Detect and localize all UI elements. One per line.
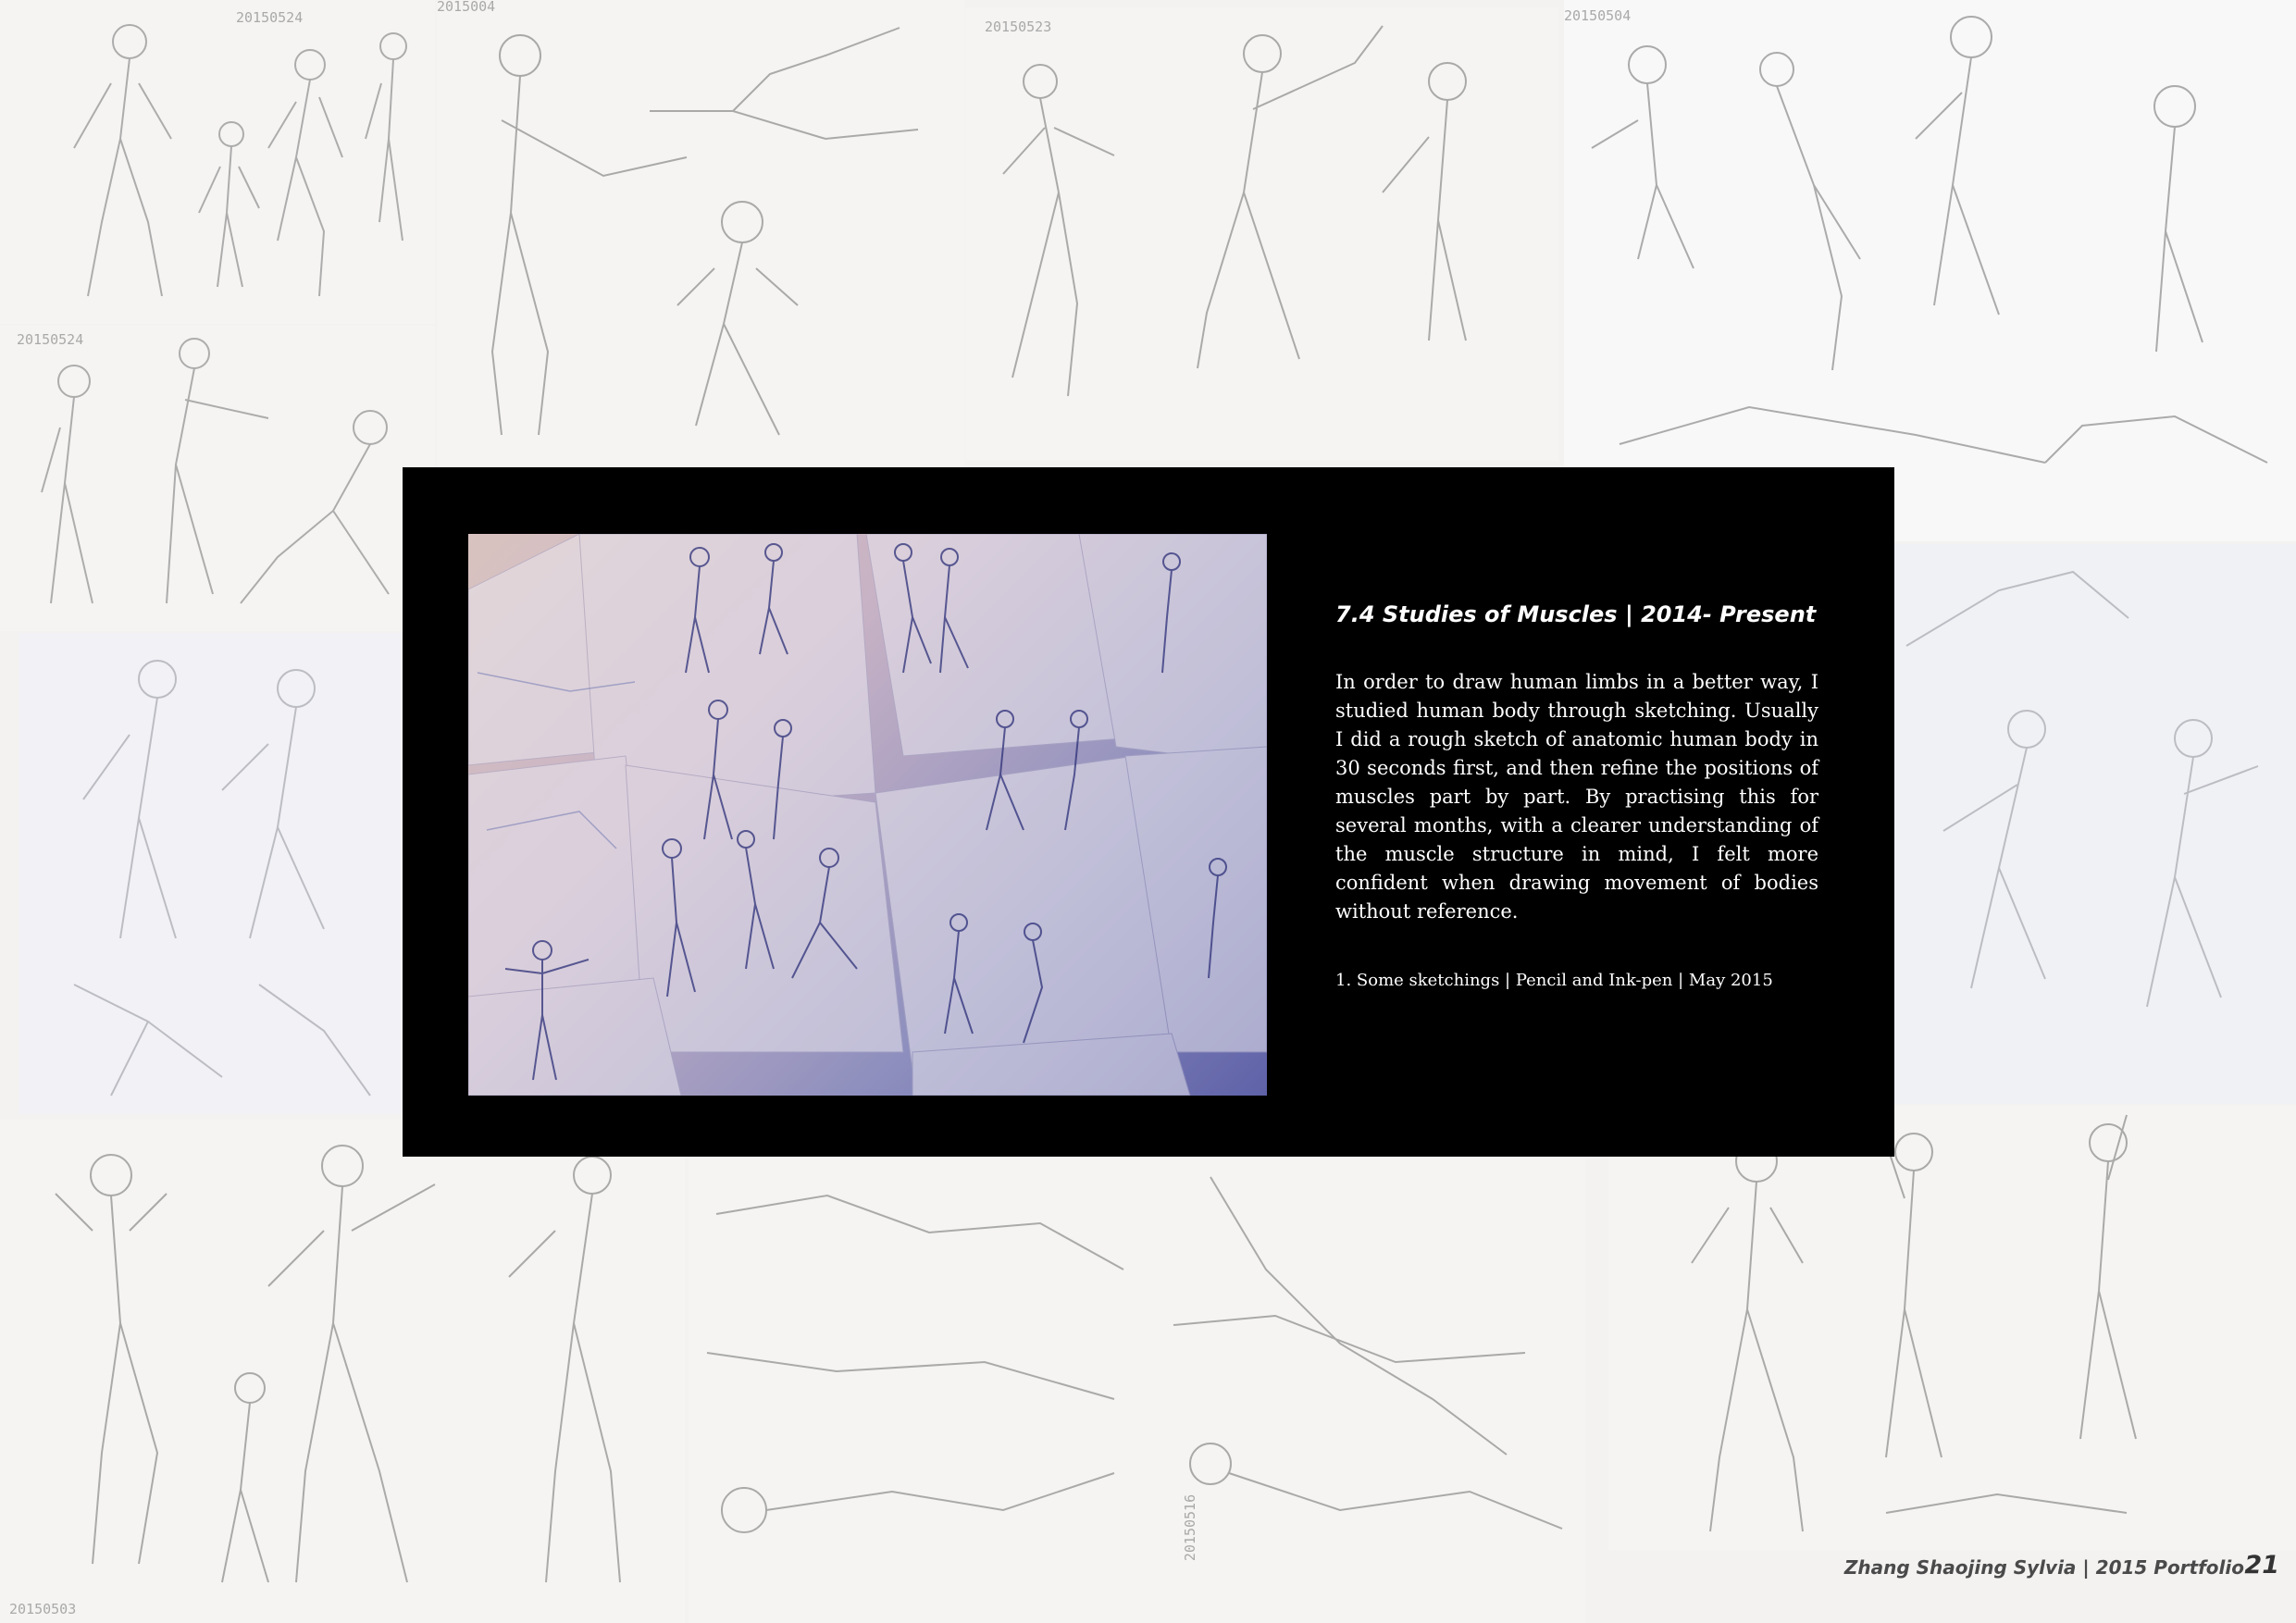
sketch-sheet-4: [437, 0, 964, 467]
sketch-sheet-9: [689, 1158, 1142, 1623]
figure-sketches: [437, 0, 964, 467]
text-column: [1335, 601, 1818, 990]
date-stamp: 20150524: [236, 9, 304, 26]
figure-sketches: [0, 1120, 685, 1623]
date-stamp: 20150524: [17, 331, 84, 348]
page-number: 21: [2244, 1551, 2279, 1580]
figure-sketches: [1136, 1158, 1586, 1623]
sketch-sheet-10: [1136, 1158, 1586, 1623]
sketch-sheet-2: [0, 326, 435, 631]
sketch-sheet-8: [0, 1120, 685, 1623]
date-stamp: 20150504: [1564, 7, 1632, 24]
sketch-sheet-7: [1888, 544, 2296, 1104]
sketch-papers-illustration: [468, 534, 1267, 1096]
footer-credit: Zhang Shaojing Sylvia | 2015 Portfolio: [1843, 1556, 2244, 1579]
figure-sketches: [1564, 0, 2296, 541]
date-stamp: 20150503: [9, 1601, 77, 1617]
sketch-sheet-6: [1564, 0, 2296, 541]
date-stamp: 2015004: [437, 0, 496, 15]
date-stamp: 20150523: [985, 19, 1052, 35]
figure-sketches: [689, 1158, 1142, 1623]
content-panel: [403, 467, 1894, 1157]
figure-sketches: [0, 326, 435, 631]
figure-sketches: [1608, 1106, 2296, 1550]
sketch-sheet-3: [19, 633, 407, 1114]
sketchings-photo: [468, 534, 1267, 1096]
sketch-sheet-11: [1608, 1106, 2296, 1550]
image-caption: 1. Some sketchings | Pencil and Ink-pen | May 2015: [1335, 971, 1773, 990]
sketch-sheet-1: [0, 0, 435, 324]
sketch-sheet-5: [966, 7, 1558, 461]
date-stamp: 20150516: [1182, 1493, 1199, 1562]
section-body: In order to draw human limbs in a better way, I studied human body through sketching. Usually I did a rough sketch of anatomic human body in 30 seconds first, and then refine the positions of muscles part by part. By practising this for several months, with a clearer understanding of the muscle structure in mind, I felt more confident when drawing movement of bodies without reference.: [1335, 671, 1818, 923]
section-heading: 7.4 Studies of Muscles | 2014- Present: [1335, 601, 1817, 627]
figure-sketches: [0, 0, 435, 324]
figure-sketches: [1888, 544, 2296, 1104]
figure-sketches: [19, 633, 407, 1114]
figure-sketches: [966, 7, 1558, 461]
